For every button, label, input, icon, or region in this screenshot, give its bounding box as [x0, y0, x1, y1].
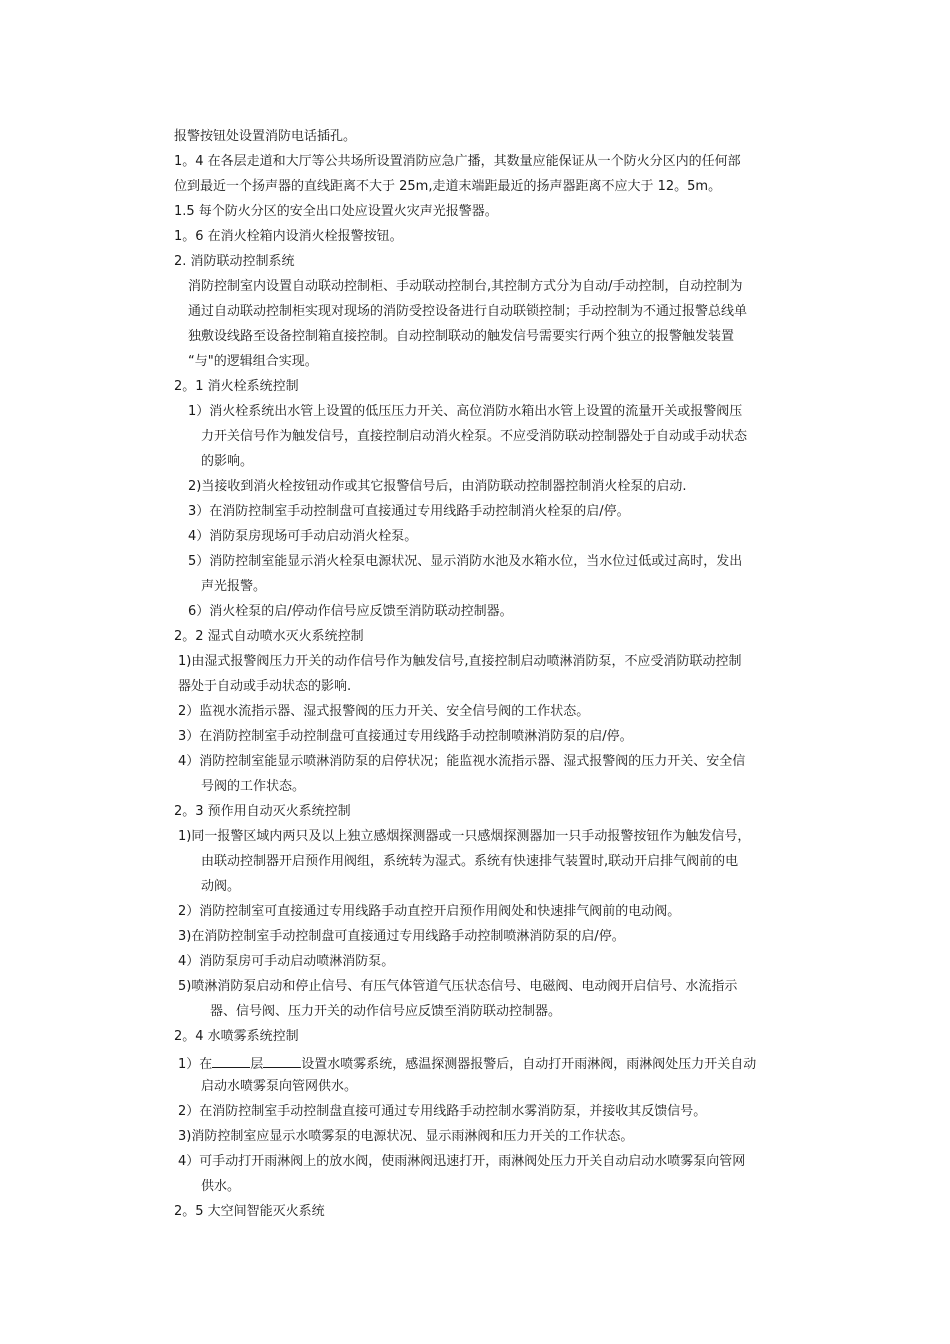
- list-item: 2）消防控制室可直接通过专用线路手动直控开启预作用阀处和快速排气阀前的电动阀。: [178, 904, 681, 919]
- text-line: 1。6 在消火栓箱内设消火栓报警按钮。: [174, 229, 403, 244]
- text-line: 由联动控制器开启预作用阀组，系统转为湿式。系统有快速排气装置时,联动开启排气阀前的电: [201, 854, 739, 869]
- text-line: 报警按钮处设置消防电话插孔。: [174, 129, 357, 144]
- list-item: 4）可手动打开雨淋阀上的放水阀，使雨淋阀迅速打开，雨淋阀处压力开关自动启动水喷雾泵向管网: [178, 1154, 746, 1169]
- list-item: 3)在消防控制室手动控制盘可直接通过专用线路手动控制喷淋消防泵的启/停。: [178, 929, 625, 944]
- text-line: 供水。: [201, 1179, 241, 1194]
- text-line: 位到最近一个扬声器的直线距离不大于 25m,走道末端距最近的扬声器距离不应大于 12。5m。: [174, 179, 722, 194]
- list-item: 3）在消防控制室手动控制盘可直接通过专用线路手动控制喷淋消防泵的启/停。: [178, 729, 633, 744]
- text-line: 声光报警。: [201, 579, 267, 594]
- list-item: 1)由湿式报警阀压力开关的动作信号作为触发信号,直接控制启动喷淋消防泵，不应受消防联动控制: [178, 654, 742, 669]
- list-item: 2)当接收到消火栓按钮动作或其它报警信号后，由消防联动控制器控制消火栓泵的启动.: [188, 479, 687, 494]
- section-heading: 2。3 预作用自动灭火系统控制: [174, 804, 351, 819]
- section-heading: 2. 消防联动控制系统: [174, 254, 295, 269]
- text-line: 力开关信号作为触发信号，直接控制启动消火栓泵。不应受消防联动控制器处于自动或手动状态: [201, 429, 748, 444]
- section-heading: 2。1 消火栓系统控制: [174, 379, 299, 394]
- text-line: 器、信号阀、压力开关的动作信号应反馈至消防联动控制器。: [210, 1004, 562, 1019]
- fill-in-blank: [263, 1053, 301, 1068]
- list-item: 3)消防控制室应显示水喷雾泵的电源状况、显示雨淋阀和压力开关的工作状态。: [178, 1129, 634, 1144]
- text-line: “与"的逻辑组合实现。: [188, 354, 318, 369]
- text-line: 通过自动联动控制柜实现对现场的消防受控设备进行自动联锁控制；手动控制为不通过报警总线单: [188, 304, 748, 319]
- list-item: 2）监视水流指示器、湿式报警阀的压力开关、安全信号阀的工作状态。: [178, 704, 590, 719]
- text-line: 的影响。: [201, 454, 254, 469]
- text-line: 消防控制室内设置自动联动控制柜、手动联动控制台,其控制方式分为自动/手动控制，自动控制为: [188, 279, 743, 294]
- list-item: 5)喷淋消防泵启动和停止信号、有压气体管道气压状态信号、电磁阀、电动阀开启信号、水流指示: [178, 979, 738, 994]
- list-item: 1)同一报警区域内两只及以上独立感烟探测器或一只感烟探测器加一只手动报警按钮作为触发信号，: [178, 829, 751, 844]
- text-segment: 1）在: [178, 1057, 213, 1072]
- list-item: 5）消防控制室能显示消火栓泵电源状况、显示消防水池及水箱水位，当水位过低或过高时，发出: [188, 554, 743, 569]
- list-item: 4）消防泵房现场可手动启动消火栓泵。: [188, 529, 418, 544]
- list-item: 6）消火栓泵的启/停动作信号应反馈至消防联动控制器。: [188, 604, 513, 619]
- text-line: 器处于自动或手动状态的影响.: [178, 679, 352, 694]
- section-heading: 2。2 湿式自动喷水灭火系统控制: [174, 629, 364, 644]
- text-line: 启动水喷雾泵向管网供水。: [201, 1079, 358, 1094]
- list-item: 2）在消防控制室手动控制盘直接可通过专用线路手动控制水雾消防泵，并接收其反馈信号。: [178, 1104, 707, 1119]
- text-segment: 设置水喷雾系统，感温探测器报警后，自动打开雨淋阀，雨淋阀处压力开关自动: [301, 1057, 757, 1072]
- text-line: 1.5 每个防火分区的安全出口处应设置火灾声光报警器。: [174, 204, 498, 219]
- text-segment: 层: [250, 1057, 264, 1072]
- section-heading: 2。4 水喷雾系统控制: [174, 1029, 299, 1044]
- text-line: 1。4 在各层走道和大厅等公共场所设置消防应急广播，其数量应能保证从一个防火分区内的任何部: [174, 154, 741, 169]
- list-item: 4）消防控制室能显示喷淋消防泵的启停状况；能监视水流指示器、湿式报警阀的压力开关、安全信: [178, 754, 746, 769]
- section-heading: 2。5 大空间智能灭火系统: [174, 1204, 325, 1219]
- list-item: 3）在消防控制室手动控制盘可直接通过专用线路手动控制消火栓泵的启/停。: [188, 504, 630, 519]
- text-line: 号阀的工作状态。: [201, 779, 306, 794]
- list-item: [178, 1053, 756, 1074]
- list-item: 4）消防泵房可手动启动喷淋消防泵。: [178, 954, 395, 969]
- text-line: 动阀。: [201, 879, 241, 894]
- text-line: 独敷设线路至设备控制箱直接控制。自动控制联动的触发信号需要实行两个独立的报警触发装置: [188, 329, 735, 344]
- fill-in-blank: [212, 1053, 250, 1068]
- list-item: 1）消火栓系统出水管上设置的低压压力开关、高位消防水箱出水管上设置的流量开关或报警阀压: [188, 404, 743, 419]
